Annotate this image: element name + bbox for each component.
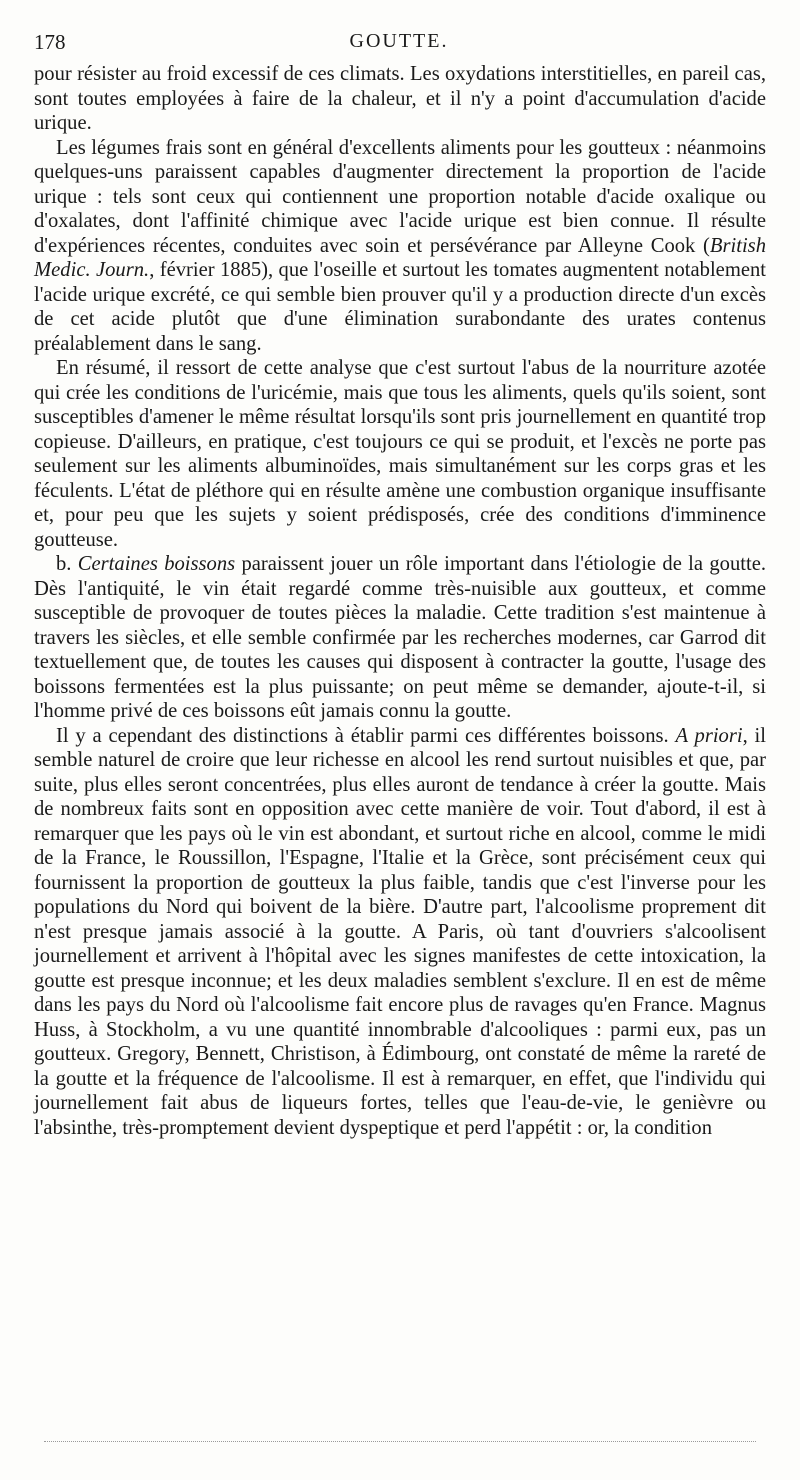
- section-marker: b.: [56, 553, 78, 575]
- journal-title: British Medic. Journ.: [34, 234, 766, 281]
- paragraph-text: Il y a cependant des distinctions à établir parmi ces différentes boissons.: [56, 724, 676, 747]
- page-body: [34, 62, 766, 1140]
- paragraph-text: paraissent jouer un rôle important dans l'étiologie de la goutte. Dès l'antiquité, le vin était regardé comme très-nuisible aux goutteux, et comme susceptible de provoquer de toutes pièces la maladie. Cette tradition s'est maintenue à travers les siècles, et elle semble confirmée par les recherches modernes, car Garrod dit textuellement que, de toutes les causes qui disposent à contracter la goutte, l'usage des boissons fermentées est la plus puissante; on peut même se demander, ajoute-t-il, si l'homme privé de ces boissons eût jamais connu la goutte.: [34, 553, 766, 722]
- paragraph-text: En résumé, il ressort de cette analyse que c'est surtout l'abus de la nourriture azotée qui crée les conditions de l'uricémie, mais que tous les aliments, quels qu'ils soient, sont susceptibles d'amener le même résultat lorsqu'ils sont pris journellement en quantité trop copieuse. D'ailleurs, en pratique, c'est toujours ce qui se produit, et l'excès ne porte pas seulement sur les aliments albuminoïdes, mais simultanément sur les corps gras et les féculents. L'état de pléthore qui en résulte amène une combustion organique insuffisante et, pour peu que les sujets y soient prédisposés, crée des conditions d'imminence goutteuse.: [34, 357, 766, 551]
- paragraph-summary: [34, 356, 766, 552]
- section-heading: Certaines boissons: [77, 553, 236, 575]
- paragraph-vegetables: [34, 136, 766, 357]
- latin-phrase: A priori: [675, 724, 743, 747]
- paragraph-text: Les légumes frais sont en général d'excellents aliments pour les goutteux : néanmoins quelques-uns paraissent capables d'augmenter directement la proportion de l'acide urique : tels sont ceux qui contiennent une proportion notable d'acide oxalique ou d'oxalates, dont l'affinité chimique avec l'acide urique est bien connue. Il résulte d'expériences récentes, conduites avec soin et persévérance par Alleyne Cook (: [34, 136, 766, 257]
- running-title: GOUTTE.: [349, 30, 449, 52]
- paragraph-text: pour résister au froid excessif de ces climats. Les oxydations interstitielles, en pareil cas, sont toutes employées à faire de la chaleur, et il n'y a point d'accumulation d'acide urique.: [34, 63, 766, 134]
- paragraph-text: , il semble naturel de croire que leur richesse en alcool les rend surtout nuisibles et que, par suite, plus elles seront concentrées, plus elles auront de tendance à créer la goutte. Mais de nombreux faits sont en opposition avec cette manière de voir. Tout d'abord, il est à remarquer que les pays où le vin est abondant, et surtout riche en alcool, comme le midi de la France, le Roussillon, l'Espagne, l'Italie et la Grèce, sont précisément ceux qui fournissent la proportion de goutteux la plus faible, tandis que c'est l'inverse pour les populations du Nord qui boivent de la bière. D'autre part, l'alcoolisme proprement dit n'est presque jamais associé à la goutte. A Paris, où tant d'ouvriers s'alcoolisent journellement et arrivent à l'hôpital avec les signes manifestes de cette intoxication, la goutte est presque inconnue; et les deux maladies semblent s'exclure. Il en est de même dans les pays du Nord où l'alcoolisme fait encore plus de ravages qu'en France. Magnus Huss, à Stockholm, a vu une quantité innombrable d'alcooliques : parmi eux, pas un goutteux. Gregory, Bennett, Christison, à Édimbourg, ont constaté de même la rareté de la goutte et la fréquence de l'alcoolisme. Il est à remarquer, en effet, que l'individu qui journellement fait abus de liqueurs fortes, telles que l'eau-de-vie, le genièvre ou l'absinthe, très-promptement devient dyspeptique et perd l'appétit : or, la condition: [34, 724, 766, 1139]
- paragraph-continuation: [34, 62, 766, 136]
- page-number: 178: [34, 30, 66, 54]
- paragraph-beverages: [34, 552, 766, 724]
- paragraph-text: , février 1885), que l'oseille et surtout les tomates augmentent notablement l'acide urique excrété, ce qui semble bien prouver qu'il y a production directe d'un excès de cet acide plutôt que d'une élimination surabondante des urates contenus préalablement dans le sang.: [34, 259, 767, 355]
- footer-dotted-rule: [44, 1441, 756, 1442]
- page-header: [34, 30, 764, 58]
- paragraph-distinctions: [34, 724, 766, 1141]
